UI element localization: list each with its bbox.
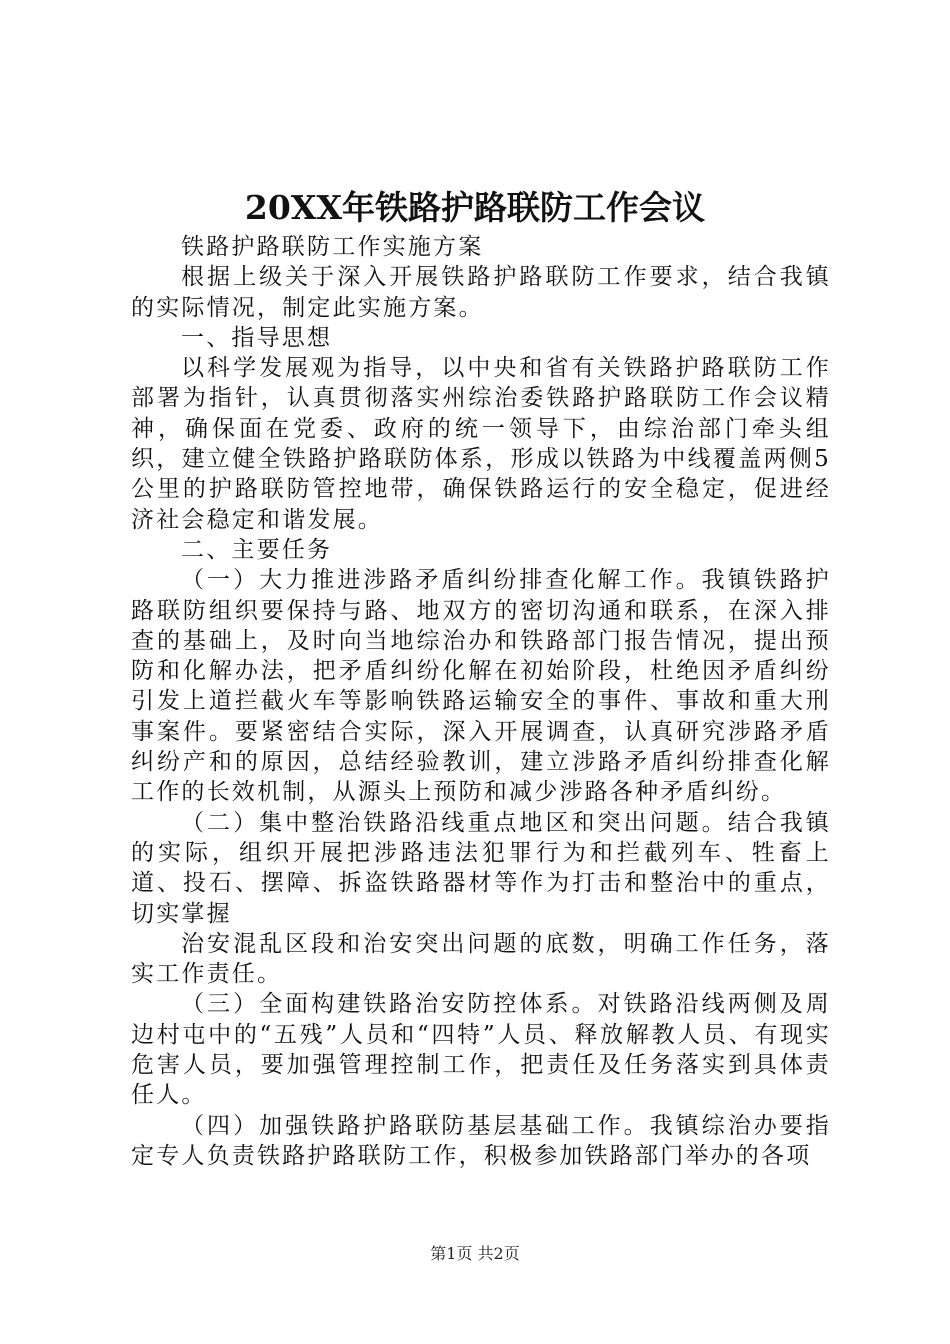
heading-main-tasks: 二、主要任务 (181, 536, 333, 563)
heading-guiding-ideology: 一、指导思想 (181, 324, 333, 351)
paragraph-intro: 根据上级关于深入开展铁路护路联防工作要求，结合我镇的实际情况，制定此实施方案。 (131, 264, 831, 321)
paragraph-guiding-ideology: 以科学发展观为指导，以中央和省有关铁路护路联防工作部署为指针，认真贯彻落实州综治委铁路护路联防工作会议精神，确保面在党委、政府的统一领导下，由综治部门牵头组织，建立健全铁路护路联防体系，形成以铁路为中线覆盖两侧5公里的护路联防管控地带，确保铁路运行的安全稳定，促进经济社会稳定和谐发展。 (131, 355, 831, 533)
paragraph-task-4: （四）加强铁路护路联防基层基础工作。我镇综治办要指定专人负责铁路护路联防工作，积极参加铁路部门举办的各项 (131, 1112, 831, 1169)
document-body (131, 232, 831, 1171)
paragraph-task-3: （三）全面构建铁路治安防控体系。对铁路沿线两侧及周边村屯中的“五残”人员和“四特”人员、释放解教人员、有现实危害人员，要加强管理控制工作，把责任及任务落实到具体责任人。 (131, 991, 831, 1109)
paragraph-plan-title: 铁路护路联防工作实施方案 (181, 234, 484, 260)
paragraph-task-2-continued: 治安混乱区段和治安突出问题的底数，明确工作任务，落实工作责任。 (131, 930, 831, 988)
document-title: 20XX年铁路护路联防工作会议 (244, 188, 706, 227)
paragraph-task-1: （一）大力推进涉路矛盾纠纷排查化解工作。我镇铁路护路联防组织要保持与路、地双方的密切沟通和联系，在深入排查的基础上，及时向当地综治办和铁路部门报告情况，提出预防和化解办法，把矛盾纠纷化解在初始阶段，杜绝因矛盾纠纷引发上道拦截火车等影响铁路运输安全的事件、事故和重大刑事案件。要紧密结合实际，深入开展调查，认真研究涉路矛盾纠纷产和的原因，总结经验教训，建立涉路矛盾纠纷排查化解工作的长效机制，从源头上预防和减少涉路各种矛盾纠纷。 (131, 567, 831, 806)
page-number-footer: 第1页 共2页 (430, 1244, 520, 1263)
paragraph-task-2: （二）集中整治铁路沿线重点地区和突出问题。结合我镇的实际，组织开展把涉路违法犯罪行为和拦截列车、牲畜上道、投石、摆障、拆盗铁路器材等作为打击和整治中的重点，切实掌握 (131, 809, 831, 927)
